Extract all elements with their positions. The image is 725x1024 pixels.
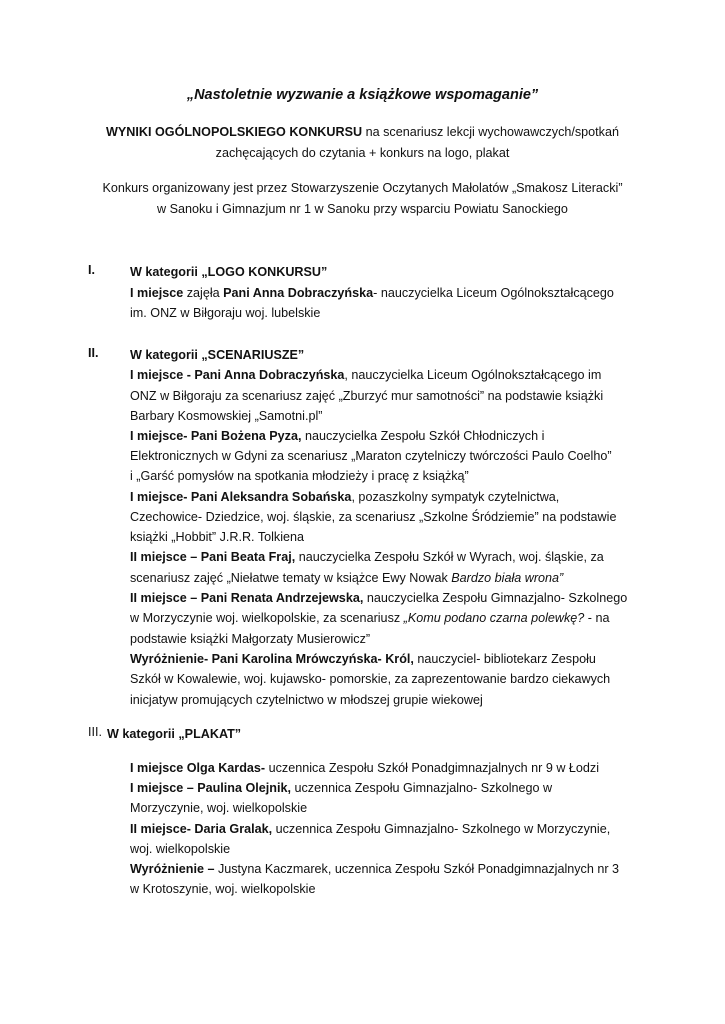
s3-e4-text: Justyna Kaczmarek, uczennica Zespołu Szkół Ponadgimnazjalnych nr 3 bbox=[214, 862, 620, 876]
section-1-title bbox=[130, 263, 327, 281]
s3-entry-2-line-2: Morzyczynie, woj. wielkopolskie bbox=[130, 801, 308, 815]
s2-e3-bold: I miejsce- Pani Aleksandra Sobańska bbox=[130, 490, 352, 504]
s2-e5-text: nauczycielka Zespołu Gimnazjalno- Szkolnego bbox=[363, 591, 628, 605]
s3-e4-bold: Wyróżnienie – bbox=[130, 862, 215, 876]
s2-entry-6-line-1 bbox=[130, 650, 596, 668]
s2-e4-bold: II miejsce – Pani Beata Fraj, bbox=[130, 550, 296, 564]
results-heading-rest: na scenariusz lekcji wychowawczych/spotkań bbox=[362, 125, 619, 139]
s2-entry-2-line-1 bbox=[130, 427, 544, 445]
s1-text-2: - nauczycielka Liceum Ogólnokształcącego bbox=[373, 286, 614, 300]
s2-entry-4-line-1 bbox=[130, 548, 604, 566]
s2-entry-1-line-3: Barbary Kosmowskiej „Samotni.pl” bbox=[130, 409, 323, 423]
s2-entry-5-line-3: podstawie książki Małgorzaty Musierowicz” bbox=[130, 632, 371, 646]
section-2-title-text: W kategorii „SCENARIUSZE” bbox=[130, 348, 305, 362]
s2-e3-text: , pozaszkolny sympatyk czytelnictwa, bbox=[351, 490, 560, 504]
section-1-title-text: W kategorii „LOGO KONKURSU” bbox=[130, 265, 328, 279]
section-1-number: I. bbox=[88, 263, 95, 277]
s2-entry-5-line-2 bbox=[130, 609, 609, 627]
section-2-title bbox=[130, 346, 304, 364]
s3-entry-3-line-1 bbox=[130, 820, 610, 838]
s1-text-1: zajęła bbox=[183, 286, 224, 300]
s2-e2-bold: I miejsce- Pani Bożena Pyza, bbox=[130, 429, 302, 443]
s2-entry-2-line-3: i „Garść pomysłów na spotkania młodzieży i pracę z książką” bbox=[130, 469, 469, 483]
s3-entry-1 bbox=[130, 759, 599, 777]
results-heading bbox=[0, 122, 725, 143]
s2-e4-text: nauczycielka Zespołu Szkół w Wyrach, woj. śląskie, za bbox=[295, 550, 604, 564]
s3-entry-4-line-1 bbox=[130, 860, 619, 878]
s3-e3-text: uczennica Zespołu Gimnazjalno- Szkolnego w Morzyczynie, bbox=[272, 822, 611, 836]
s2-entry-2-line-2: Elektronicznych w Gdyni za scenariusz „Maraton czytelniczy twórczości Paulo Coelho” bbox=[130, 449, 612, 463]
s2-entry-3-line-3: książki „Hobbit” J.R.R. Tolkiena bbox=[130, 530, 305, 544]
s3-e3-bold: II miejsce- Daria Gralak, bbox=[130, 822, 273, 836]
s1-bold-2: Pani Anna Dobraczyńska bbox=[223, 286, 374, 300]
s2-e5-text-2: w Morzyczynie woj. wielkopolskie, za scenariusz bbox=[130, 611, 404, 625]
section-3-title bbox=[107, 725, 241, 743]
section-2-number: II. bbox=[88, 346, 99, 360]
results-heading-bold: WYNIKI OGÓLNOPOLSKIEGO KONKURSU bbox=[106, 125, 363, 139]
s2-entry-6-line-3: inicjatyw promujących czytelnictwo w młodszej grupie wiekowej bbox=[130, 693, 483, 707]
organizer-line-2: w Sanoku i Gimnazjum nr 1 w Sanoku przy wsparciu Powiatu Sanockiego bbox=[157, 202, 568, 216]
s3-entry-3-line-2: woj. wielkopolskie bbox=[130, 842, 231, 856]
s3-e1-text: uczennica Zespołu Szkół Ponadgimnazjalnych nr 9 w Łodzi bbox=[265, 761, 600, 775]
section-1-line-2: im. ONZ w Biłgoraju woj. lubelskie bbox=[130, 306, 321, 320]
s3-entry-4-line-2: w Krotoszynie, woj. wielkopolskie bbox=[130, 882, 316, 896]
s3-e2-text: uczennica Zespołu Gimnazjalno- Szkolnego w bbox=[291, 781, 553, 795]
s2-e4-text-2: scenariusz zajęć „Niełatwe tematy w książce Ewy Nowak bbox=[130, 571, 452, 585]
section-1-line-1 bbox=[130, 284, 614, 302]
s2-e2-text: nauczycielka Zespołu Szkół Chłodniczych i bbox=[301, 429, 545, 443]
s3-entry-2-line-1 bbox=[130, 779, 552, 797]
s2-e5-bold: II miejsce – Pani Renata Andrzejewska, bbox=[130, 591, 364, 605]
s2-e4-italic: Bardzo biała wrona” bbox=[451, 571, 564, 585]
s2-e1-text: , nauczycielka Liceum Ogólnokształcącego im bbox=[344, 368, 602, 382]
section-3-number: III. bbox=[88, 725, 102, 739]
s2-e5-text-3: - na bbox=[584, 611, 610, 625]
document-title: „Nastoletnie wyzwanie a książkowe wspomaganie” bbox=[186, 87, 539, 103]
s2-entry-4-line-2 bbox=[130, 569, 563, 587]
s1-bold-1: I miejsce bbox=[130, 286, 184, 300]
s2-entry-3-line-2: Czechowice- Dziedzice, woj. śląskie, za scenariusz „Szkolne Śródziemie” na podstawie bbox=[130, 510, 617, 524]
s2-entry-1-line-1 bbox=[130, 366, 601, 384]
organizer-line-1: Konkurs organizowany jest przez Stowarzyszenie Oczytanych Małolatów „Smakosz Literacki” bbox=[102, 181, 623, 195]
s2-e1-bold: I miejsce - Pani Anna Dobraczyńska bbox=[130, 368, 345, 382]
s2-e5-italic: „Komu podano czarna polewkę? bbox=[403, 611, 585, 625]
s2-entry-6-line-2: Szkół w Kowalewie, woj. kujawsko- pomorskie, za zaprezentowanie bardzo ciekawych bbox=[130, 672, 611, 686]
s2-entry-5-line-1 bbox=[130, 589, 627, 607]
s2-e6-text: nauczyciel- bibliotekarz Zespołu bbox=[413, 652, 596, 666]
s3-e1-bold: I miejsce Olga Kardas- bbox=[130, 761, 266, 775]
s2-entry-3-line-1 bbox=[130, 488, 559, 506]
s2-entry-1-line-2: ONZ w Biłgoraju za scenariusz zajęć „Zburzyć mur samotności” na podstawie książki bbox=[130, 389, 604, 403]
s3-e2-bold: I miejsce – Paulina Olejnik, bbox=[130, 781, 291, 795]
section-3-title-text: W kategorii „PLAKAT” bbox=[107, 727, 242, 741]
results-subheading: zachęcających do czytania + konkurs na logo, plakat bbox=[215, 146, 510, 160]
s2-e6-bold: Wyróżnienie- Pani Karolina Mrówczyńska- Król, bbox=[130, 652, 414, 666]
